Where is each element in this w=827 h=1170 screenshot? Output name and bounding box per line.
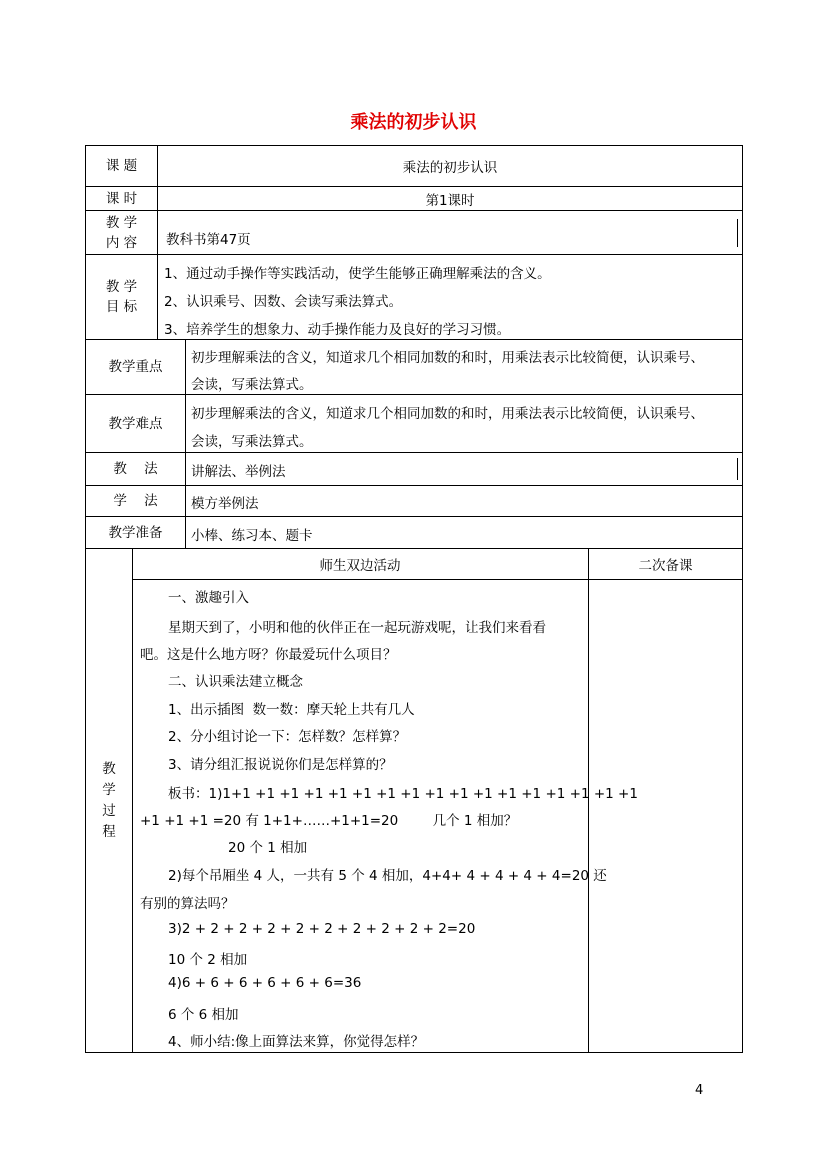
key-points-line1: 初步理解乘法的含义，知道求几个相同加数的和时，用乘法表示比较简便，认识乘号、	[191, 350, 704, 366]
process-line: +1 +1 +1 =20 有 1+1+……+1+1=20 几个 1 相加？	[140, 813, 518, 829]
process-header-side: 二次备课	[589, 549, 742, 580]
goals-cell	[158, 255, 742, 339]
teaching-method-label: 教 法	[86, 453, 186, 485]
difficult-points-row	[85, 394, 743, 452]
topic-row	[85, 145, 743, 186]
process-line: 1、出示插图 数一数：摩天轮上共有几人	[168, 702, 415, 718]
process-line: 2、分小组讨论一下：怎样数？怎样算？	[168, 729, 407, 745]
difficult-points-line1: 初步理解乘法的含义，知道求几个相同加数的和时，用乘法表示比较简便，认识乘号、	[191, 406, 704, 422]
learning-method-cell	[186, 486, 742, 516]
goals-label-line2: 目 标	[105, 299, 138, 315]
key-points-cell	[186, 340, 742, 394]
process-line: 3、请分组汇报说说你们是怎样算的？	[168, 757, 393, 773]
goals-label	[86, 255, 158, 339]
process-line: 吧。这是什么地方呀？你最爱玩什么项目？	[140, 647, 397, 663]
process-label-char: 过	[102, 802, 116, 819]
process-line: 有别的算法吗？	[140, 896, 235, 912]
process-line: 4)6 + 6 + 6 + 6 + 6 + 6=36	[168, 975, 362, 991]
content-label	[86, 211, 158, 254]
period-row	[85, 186, 743, 210]
teaching-method-value: 讲解法、举例法	[191, 464, 286, 480]
learning-method-row	[85, 485, 743, 516]
learning-method-label: 学 法	[86, 486, 186, 516]
teaching-method-row	[85, 452, 743, 485]
teaching-method-cell	[186, 453, 742, 485]
process-label-char: 学	[102, 781, 116, 798]
goal-item: 3、培养学生的想象力、动手操作能力及良好的学习习惯。	[164, 322, 511, 338]
goal-item: 2、认识乘号、因数、会读写乘法算式。	[164, 294, 403, 310]
preparation-label: 教学准备	[86, 517, 186, 548]
preparation-row	[85, 516, 743, 548]
process-line: 3)2 + 2 + 2 + 2 + 2 + 2 + 2 + 2 + 2 + 2=20	[168, 921, 476, 937]
period-value: 第1课时	[425, 192, 475, 209]
process-line: 2)每个吊厢坐 4 人，一共有 5 个 4 相加，4+4+ 4 + 4 + 4 + 4=20 还	[168, 868, 607, 884]
content-row	[85, 210, 743, 254]
process-line: 一、激趣引入	[168, 590, 249, 606]
difficult-points-cell	[186, 395, 742, 452]
difficult-points-label: 教学难点	[86, 395, 186, 452]
process-header-main: 师生双边活动	[132, 549, 588, 580]
page-number: 4	[695, 1083, 704, 1098]
key-points-row	[85, 339, 743, 394]
process-line: 6 个 6 相加	[168, 1007, 239, 1023]
goals-label-line1: 教 学	[105, 279, 138, 295]
process-line: 二、认识乘法建立概念	[168, 674, 303, 690]
preparation-value: 小棒、练习本、题卡	[191, 528, 313, 544]
goals-row	[85, 254, 743, 339]
process-line: 4、师小结:像上面算法来算，你觉得怎样？	[168, 1034, 425, 1050]
process-label-char: 教	[102, 760, 116, 777]
document-title: 乘法的初步认识	[350, 112, 477, 133]
process-label	[86, 549, 133, 1052]
process-line: 板书：1)1+1 +1 +1 +1 +1 +1 +1 +1 +1 +1 +1 +1 +1 +1 +1 +1 +1	[168, 786, 638, 802]
content-label-line2: 内 容	[105, 234, 138, 251]
key-points-label: 教学重点	[86, 340, 186, 394]
content-value-cell	[158, 211, 742, 254]
content-label-line1: 教 学	[105, 214, 138, 231]
preparation-cell	[186, 517, 742, 548]
period-label: 课 时	[86, 187, 158, 210]
topic-value: 乘法的初步认识	[402, 160, 498, 176]
process-line: 10 个 2 相加	[168, 952, 248, 968]
process-line: 星期天到了，小明和他的伙伴正在一起玩游戏呢，让我们来看看	[168, 620, 546, 636]
method-divider-mark	[737, 458, 738, 480]
goal-item: 1、通过动手操作等实践活动，使学生能够正确理解乘法的含义。	[164, 266, 551, 282]
process-label-char: 程	[102, 823, 116, 840]
topic-label: 课 题	[86, 146, 158, 186]
learning-method-value: 模方举例法	[191, 496, 259, 512]
content-value: 教科书第47页	[166, 232, 251, 248]
process-line: 20 个 1 相加	[228, 840, 308, 856]
content-divider-mark	[737, 219, 738, 247]
key-points-line2: 会读，写乘法算式。	[191, 377, 313, 393]
teaching-process-section	[85, 548, 743, 1053]
difficult-points-line2: 会读，写乘法算式。	[191, 434, 313, 450]
